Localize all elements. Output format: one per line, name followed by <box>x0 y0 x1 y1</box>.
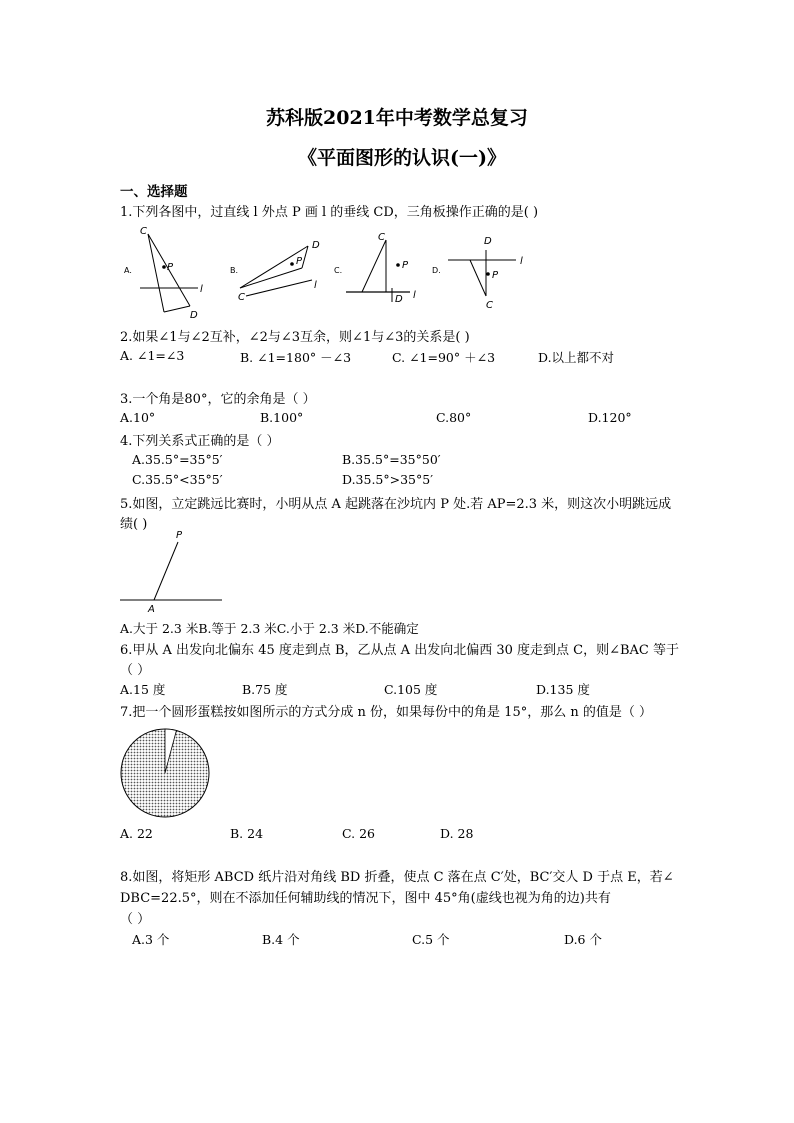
q1-d-label-l: l <box>520 256 523 267</box>
question-8-stem-line-1: 8.如图，将矩形 ABCD 纸片沿对角线 BD 折叠，使点 C 落在点 C′处，BC′交人 D 于点 E，若∠ <box>120 870 674 885</box>
q4-option-b: B.35.5°=35°50′ <box>342 452 441 467</box>
q7-option-b: B. 24 <box>230 826 264 841</box>
question-8-stem-line-2: DBC=22.5°，则在不添加任何辅助线的情况下，图中 45°角(虚线也视为角的边)共有 <box>120 891 611 906</box>
q1-b-label-p: P <box>296 256 303 267</box>
q1-c-label-p: P <box>402 260 409 271</box>
q1-a-label-d: D <box>190 310 198 321</box>
page-subtitle: 《平面图形的认识(一)》 <box>298 147 506 169</box>
q1-figure-a <box>130 224 220 324</box>
question-3-stem: 3.一个角是80°，它的余角是（ ） <box>120 392 316 407</box>
q4-option-d: D.35.5°>35°5′ <box>342 472 434 487</box>
q4-option-c: C.35.5°<35°5′ <box>132 472 223 487</box>
q1-figure-c <box>340 232 430 312</box>
q2-option-b: B. ∠1=180° －∠3 <box>240 350 352 365</box>
q1-b-label-c: C <box>238 292 245 303</box>
question-2-stem: 2.如果∠1与∠2互补，∠2与∠3互余，则∠1与∠3的关系是( ) <box>120 330 470 345</box>
q1-a-label-l: l <box>200 284 203 295</box>
q6-option-c: C.105 度 <box>384 682 438 697</box>
q1-figure-b-option: B. <box>230 266 239 275</box>
question-5-stem-line-2: 绩( ) <box>120 517 148 532</box>
q3-option-d: D.120° <box>588 410 632 425</box>
q7-option-d: D. 28 <box>440 826 474 841</box>
q1-figure-d-option: D. <box>432 266 441 275</box>
q2-option-a: A. ∠1=∠3 <box>120 348 185 363</box>
q3-option-a: A.10° <box>120 410 156 425</box>
q3-option-b: B.100° <box>260 410 304 425</box>
q7-option-a: A. 22 <box>120 826 153 841</box>
page-title: 苏科版2021年中考数学总复习 <box>266 107 528 129</box>
q1-c-label-l: l <box>413 290 416 301</box>
q1-a-label-p: P <box>167 262 174 273</box>
q1-d-label-p: P <box>492 270 499 281</box>
question-8-stem-line-3: （ ） <box>120 912 151 927</box>
question-7-stem: 7.把一个圆形蛋糕按如图所示的方式分成 n 份，如果每份中的角是 15°，那么 n 的值是（ ） <box>120 705 652 720</box>
q6-option-a: A.15 度 <box>120 682 166 697</box>
q6-option-b: B.75 度 <box>242 682 288 697</box>
q1-c-label-d: D <box>395 294 403 305</box>
q4-option-a: A.35.5°=35°5′ <box>132 452 223 467</box>
q5-label-a: A <box>148 604 155 615</box>
q1-a-label-c: C <box>140 226 147 237</box>
q7-cake-figure <box>118 724 214 820</box>
q5-label-p: P <box>176 530 183 541</box>
question-5-stem-line-1: 5.如图，立定跳远比赛时，小明从点 A 起跳落在沙坑内 P 处.若 AP=2.3 米，则这次小明跳远成 <box>120 497 672 512</box>
q1-figure-a-option: A. <box>124 266 132 275</box>
q2-option-d: D.以上都不对 <box>538 350 615 365</box>
q8-option-a: A.3 个 <box>132 932 170 947</box>
q1-b-label-l: l <box>314 280 317 291</box>
q2-option-c: C. ∠1=90° ＋∠3 <box>392 350 496 365</box>
q1-c-label-c: C <box>378 232 385 243</box>
section-heading: 一、选择题 <box>120 184 188 200</box>
q1-figure-c-option: C. <box>334 266 343 275</box>
q1-d-label-d: D <box>484 236 492 247</box>
question-6-stem-line-1: 6.甲从 A 出发向北偏东 45 度走到点 B，乙从点 A 出发向北偏西 30 度走到点 C，则∠BAC 等于 <box>120 643 680 658</box>
q7-option-c: C. 26 <box>342 826 375 841</box>
q1-d-label-c: C <box>486 300 493 311</box>
question-1-stem: 1.下列各图中，过直线 l 外点 P 画 l 的垂线 CD，三角板操作正确的是( ) <box>120 205 539 220</box>
question-6-stem-line-2: （ ） <box>120 663 151 678</box>
q8-option-c: C.5 个 <box>412 932 450 947</box>
q6-option-d: D.135 度 <box>536 682 590 697</box>
q8-option-b: B.4 个 <box>262 932 300 947</box>
q1-figure-b <box>230 236 330 306</box>
question-4-stem: 4.下列关系式正确的是（ ） <box>120 434 280 449</box>
q1-b-label-d: D <box>312 240 320 251</box>
q5-options: A.大于 2.3 米B.等于 2.3 米C.小于 2.3 米D.不能确定 <box>120 621 419 636</box>
q3-option-c: C.80° <box>436 410 472 425</box>
q5-long-jump-figure <box>118 528 228 618</box>
q1-figure-d <box>440 234 540 314</box>
q8-option-d: D.6 个 <box>564 932 602 947</box>
